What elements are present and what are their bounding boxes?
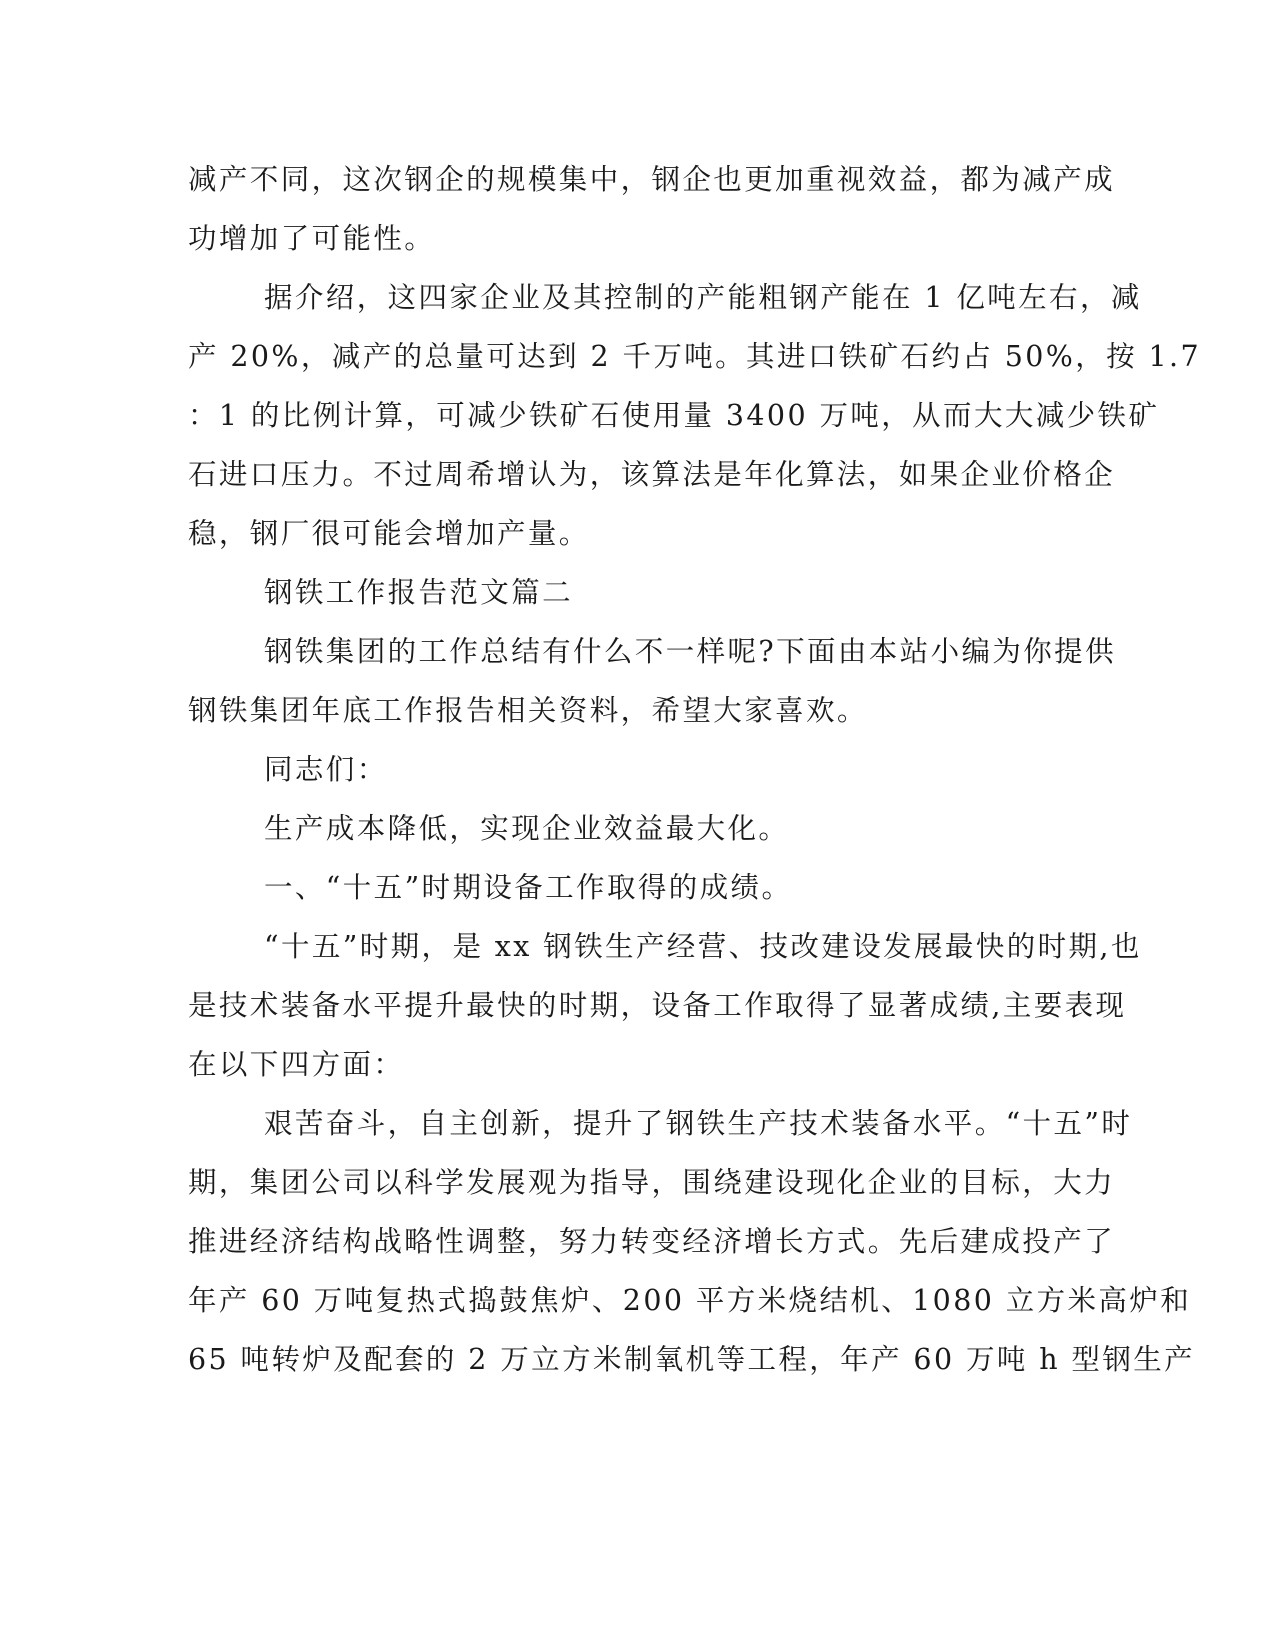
paragraph-start-line: 钢铁集团的工作总结有什么不一样呢?下面由本站小编为你提供 [264,635,1116,668]
text-line: 稳，钢厂很可能会增加产量。 [188,517,590,550]
paragraph-start-line: 据介绍，这四家企业及其控制的产能粗钢产能在 1 亿吨左右，减 [264,281,1142,314]
text-line: 是技术装备水平提升最快的时期，设备工作取得了显著成绩,主要表现 [188,989,1127,1022]
text-line: 推进经济结构战略性调整，努力转变经济增长方式。先后建成投产了 [188,1225,1116,1258]
salutation: 同志们： [264,753,388,786]
paragraph-start-line: “十五”时期，是 xx 钢铁生产经营、技改建设发展最快的时期,也 [264,930,1142,963]
text-line: 65 吨转炉及配套的 2 万立方米制氧机等工程，年产 60 万吨 h 型钢生产 [188,1343,1196,1376]
text-line: 减产不同，这次钢企的规模集中，钢企也更加重视效益，都为减产成 [188,163,1116,196]
text-line: 产 20%，减产的总量可达到 2 千万吨。其进口铁矿石约占 50%，按 1.7 [188,340,1202,373]
paragraph-start-line: 艰苦奋斗，自主创新，提升了钢铁生产技术装备水平。“十五”时 [264,1107,1133,1140]
text-line: 期，集团公司以科学发展观为指导，围绕建设现化企业的目标，大力 [188,1166,1116,1199]
text-line: 年产 60 万吨复热式捣鼓焦炉、200 平方米烧结机、1080 立方米高炉和 [188,1284,1192,1317]
text-line: 在以下四方面： [188,1048,405,1081]
text-line: 功增加了可能性。 [188,222,436,255]
paragraph-start-line: 生产成本降低，实现企业效益最大化。 [264,812,790,845]
section-heading: 钢铁工作报告范文篇二 [264,576,574,609]
subsection-heading: 一、“十五”时期设备工作取得的成绩。 [264,871,793,904]
text-line: 石进口压力。不过周希增认为，该算法是年化算法，如果企业价格企 [188,458,1116,491]
text-line: ：1 的比例计算，可减少铁矿石使用量 3400 万吨，从而大大减少铁矿 [188,399,1160,432]
text-line: 钢铁集团年底工作报告相关资料，希望大家喜欢。 [188,694,868,727]
